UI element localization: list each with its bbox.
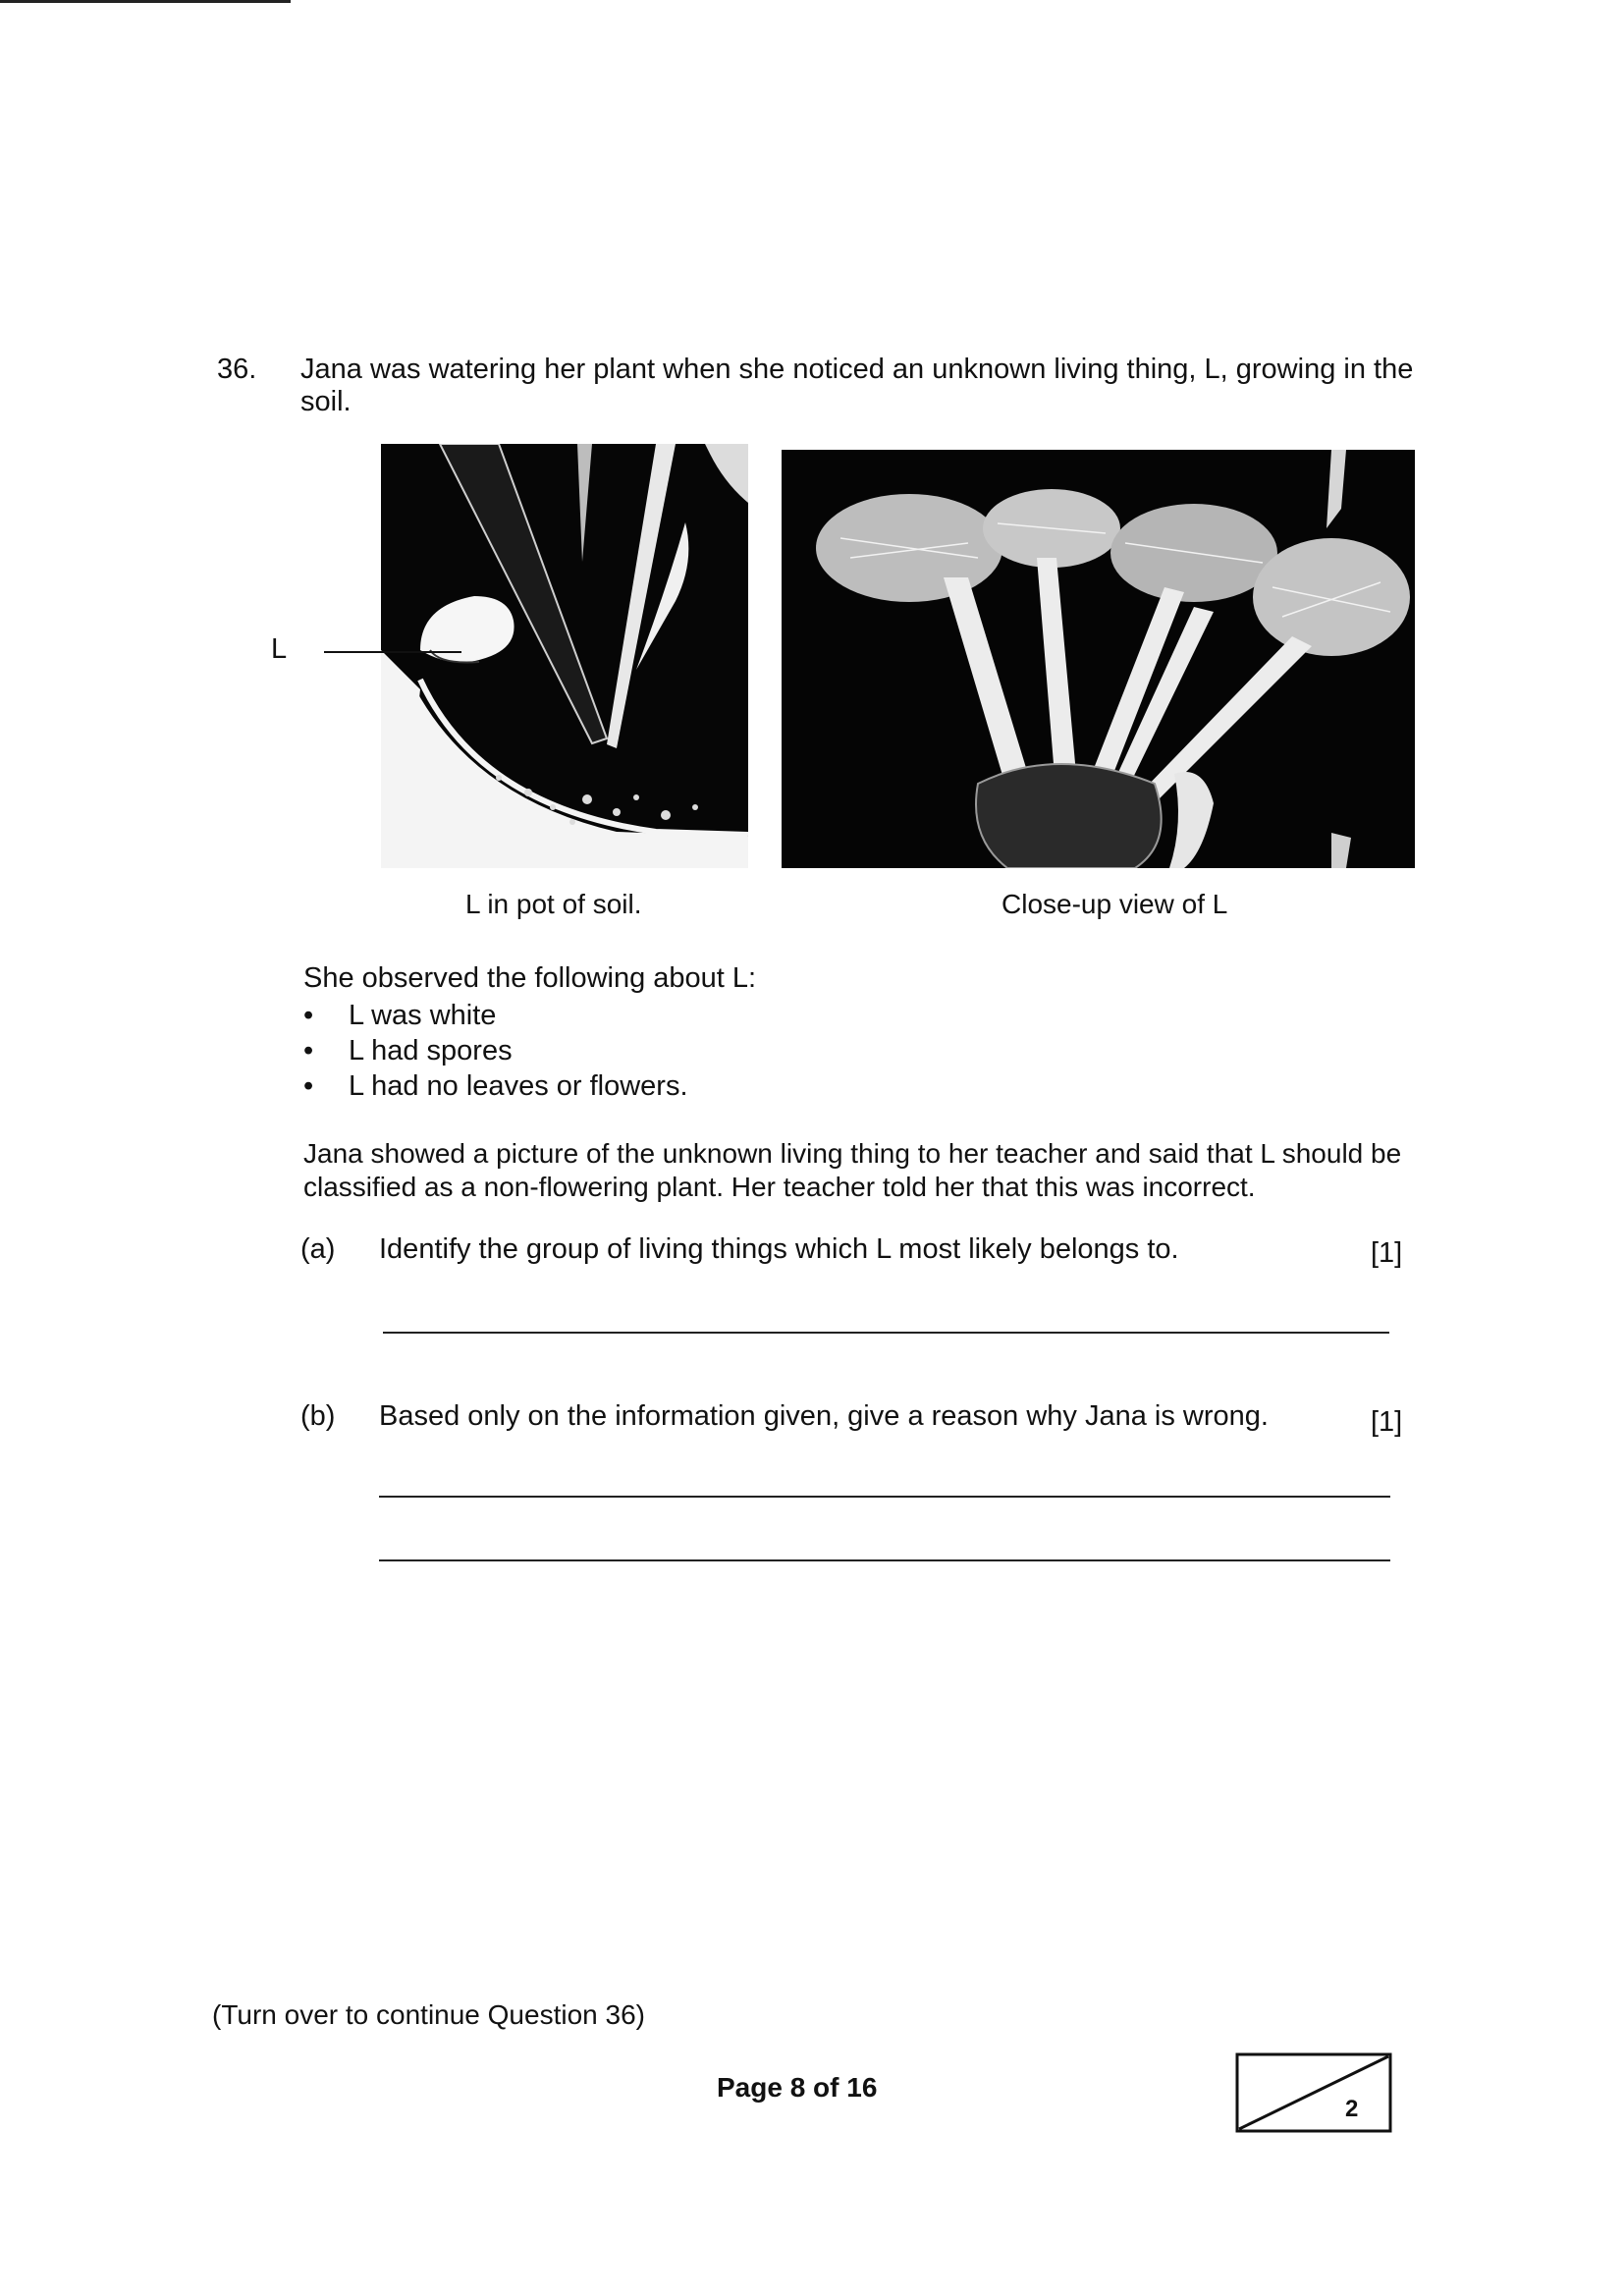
score-box <box>1235 2052 1392 2133</box>
photo-pot-of-soil-graphic <box>381 444 748 868</box>
question-stem: Jana was watering her plant when she noticed an unknown living thing, L, growing in the soil. <box>300 354 1414 417</box>
part-b-letter: (b) <box>300 1400 336 1432</box>
top-rule <box>0 0 291 3</box>
observation-item: • L had no leaves or flowers. <box>303 1068 688 1104</box>
photo-close-up <box>782 450 1415 868</box>
part-b-marks: [1] <box>1371 1406 1403 1438</box>
page-number: Page 8 of 16 <box>717 2072 878 2103</box>
turn-over-note: (Turn over to continue Question 36) <box>212 1999 645 2030</box>
photo-pot-of-soil <box>381 444 748 868</box>
context-paragraph: Jana showed a picture of the unknown living thing to her teacher and said that L should be classified as a non-flowering plant. Her teacher told her that this was incorrect. <box>303 1138 1402 1202</box>
part-b-text: Based only on the information given, give a reason why Jana is wrong. <box>379 1400 1269 1432</box>
score-box-frame <box>1235 2052 1392 2133</box>
part-a-marks: [1] <box>1371 1237 1403 1269</box>
question-number: 36. <box>217 354 257 385</box>
part-a-answer-line[interactable] <box>383 1332 1389 1334</box>
score-box-value: 2 <box>1345 2096 1359 2122</box>
part-a-letter: (a) <box>300 1233 336 1265</box>
part-b-answer-line-1[interactable] <box>379 1496 1390 1498</box>
observation-item: • L had spores <box>303 1033 688 1068</box>
caption-close-up: Close-up view of L <box>1001 889 1228 919</box>
caption-pot-of-soil: L in pot of soil. <box>465 889 642 919</box>
observation-intro: She observed the following about L: <box>303 962 757 994</box>
photo-close-up-graphic <box>782 450 1415 868</box>
observation-item: • L was white <box>303 998 688 1033</box>
figure-label-l: L <box>271 633 288 665</box>
label-pointer-line <box>324 651 461 653</box>
part-b-answer-line-2[interactable] <box>379 1559 1390 1561</box>
observation-list <box>303 998 688 1104</box>
part-a-text: Identify the group of living things which L most likely belongs to. <box>379 1233 1179 1265</box>
